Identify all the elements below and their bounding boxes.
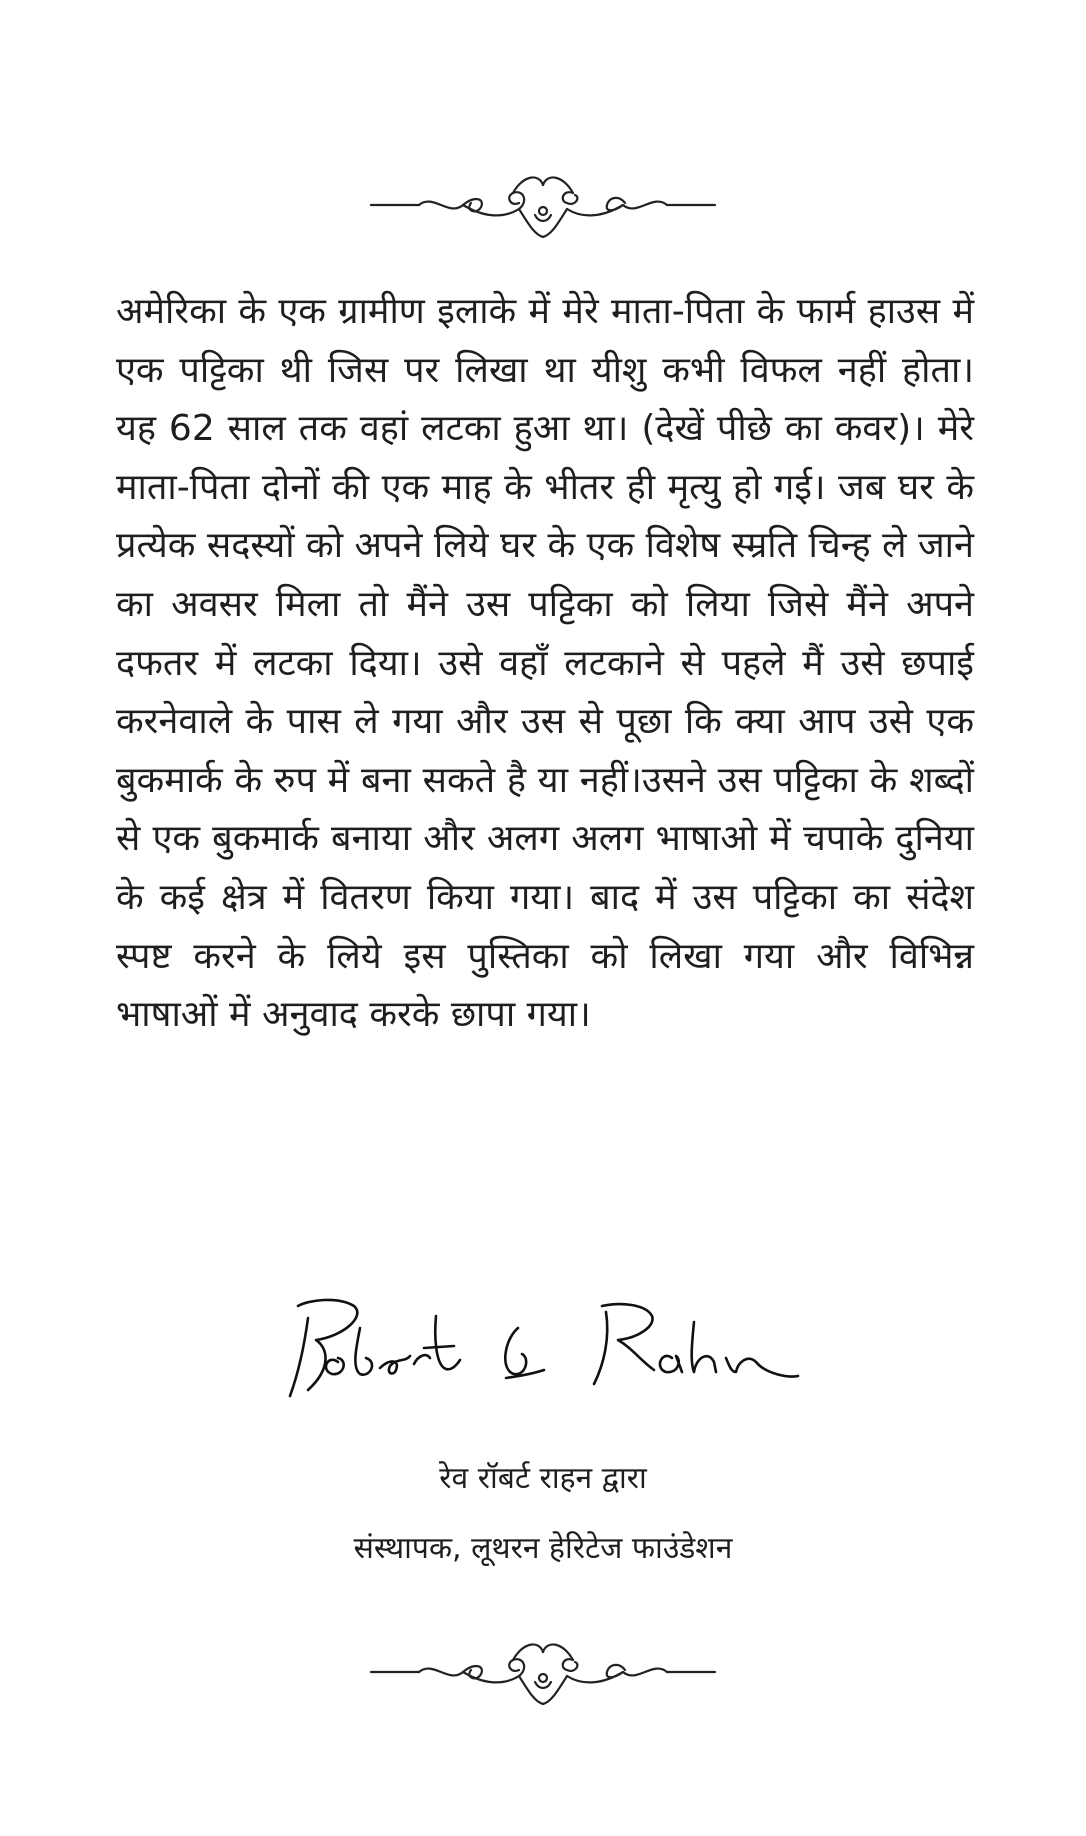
bottom-ornament: [363, 1632, 723, 1712]
author-title: संस्थापक, लूथरन हेरिटेज फाउंडेशन: [353, 1531, 733, 1566]
author-name: रेव रॉबर्ट राहन द्वारा: [439, 1461, 647, 1496]
scroll-flourish-icon: [363, 165, 723, 245]
top-ornament: [363, 165, 723, 245]
scroll-flourish-icon: [363, 1632, 723, 1712]
signature-image: [268, 1278, 808, 1408]
body-paragraph: अमेरिका के एक ग्रामीण इलाके में मेरे माता-पिता के फार्म हाउस में एक पट्टिका थी जिस पर लिखा था यीशु कभी विफल नहीं होता। यह 62 साल तक वहां लटका हुआ था। (देखें पीछे का कवर)। मेरे माता-पिता दोनों की एक माह के भीतर ही मृत्यु हो गई। जब घर के प्रत्येक सदस्यों को अपने लिये घर के एक विशेष स्म्रति चिन्ह ले जाने का अवसर मिला तो मैंने उस पट्टिका को लिया जिसे मैंने अपने दफतर में लटका दिया। उसे वहाँ लटकाने से पहले मैं उसे छपाई करनेवाले के पास ले गया और उस से पूछा कि क्या आप उसे एक बुकमार्क के रुप में बना सकते है या नहीं।उसने उस पट्टिका के शब्दों से एक बुकमार्क बनाया और अलग अलग भाषाओ में चपाके दुनिया के कई क्षेत्र में वितरण किया गया। बाद में उस पट्टिका का संदेश स्पष्ट करने के लिये इस पुस्तिका को लिखा गया और विभिन्न भाषाओं में अनुवाद करके छापा गया।: [116, 291, 974, 1036]
signature: [268, 1278, 808, 1408]
